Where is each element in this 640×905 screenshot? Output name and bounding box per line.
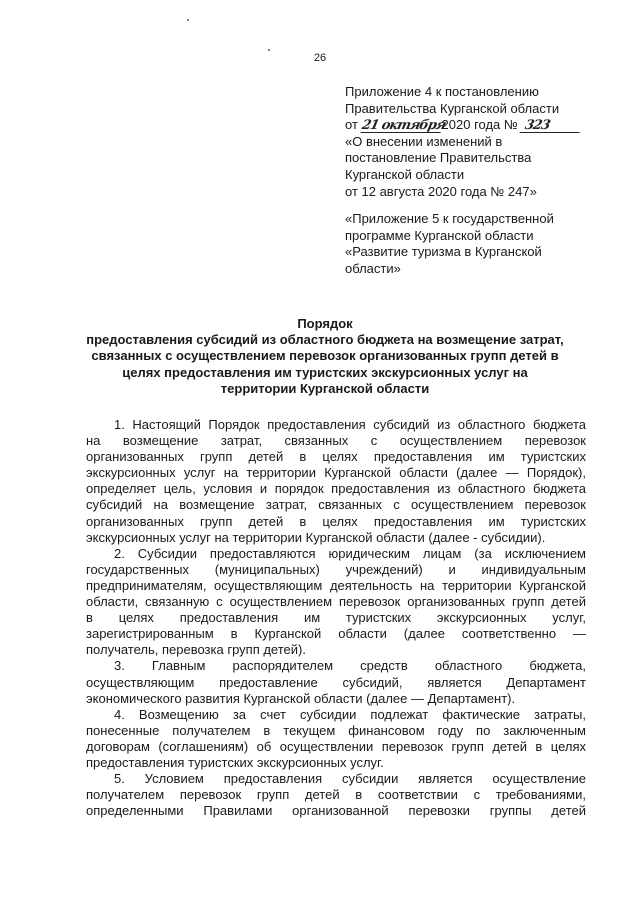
body-line: на возмещение затрат, связанных с осуществлением перевозок bbox=[86, 433, 586, 449]
body-line: получателем перевозок групп детей в соответствии с требованиями, bbox=[86, 787, 586, 803]
scan-speck bbox=[187, 19, 189, 21]
body-line: государственных (муниципальных) учреждений) и индивидуальным bbox=[86, 561, 586, 577]
annex-date-line bbox=[345, 117, 635, 134]
heading-line: территории Курганской области bbox=[220, 380, 430, 396]
body-line: экскурсионных услуг на территории Курганской области (далее — Порядок), bbox=[86, 465, 586, 481]
body-line: в целях предоставления им туристских экскурсионных услуг, bbox=[86, 610, 586, 626]
document-heading bbox=[60, 316, 590, 397]
annex-sub-line: области» bbox=[345, 260, 401, 276]
heading-line: целях предоставления им туристских экскурсионных услуг на bbox=[122, 364, 528, 380]
handwritten-number: 323 bbox=[520, 119, 583, 133]
annex-sub-line: программе Курганской области bbox=[345, 227, 534, 243]
annex-header-line: «О внесении изменений в bbox=[345, 133, 503, 149]
annex-header-line: постановление Правительства bbox=[345, 150, 532, 166]
body-line: понесенные получателем в текущем финансовом году по заключенным bbox=[86, 722, 586, 738]
body-line: осуществляющим предоставление субсидий, является Департамент bbox=[86, 674, 586, 690]
annex-sub-line: «Приложение 5 к государственной bbox=[345, 211, 554, 226]
body-line: 5. Условием предоставления субсидии является осуществление bbox=[114, 771, 586, 787]
body-line: экскурсионных услуг на территории Курганской области (далее - субсидии). bbox=[86, 529, 546, 545]
body-line: экономического развития Курганской области (далее — Департамент). bbox=[86, 690, 516, 706]
annex-header-line: Курганской области bbox=[345, 166, 465, 182]
body-line: договорам (соглашениям) об осуществлении перевозок групп детей в целях bbox=[86, 738, 586, 754]
scan-speck bbox=[268, 49, 270, 51]
annex-sub-line: «Развитие туризма в Курганской bbox=[345, 244, 542, 260]
body-line: предпринимателям, осуществляющим деятельность на территории Курганской bbox=[86, 577, 586, 593]
body-line: получатель, перевозка групп детей). bbox=[86, 642, 306, 658]
handwritten-date: 21 октября bbox=[360, 118, 447, 134]
body-line: определенными Правилами организованной перевозки группы детей bbox=[86, 803, 586, 819]
page-number: 26 bbox=[313, 52, 327, 64]
body-line: организованных групп детей в целях предоставления им туристских bbox=[86, 449, 586, 465]
body-line: зарегистрированным в Курганской области (далее соответственно — bbox=[86, 626, 586, 642]
body-line: 1. Настоящий Порядок предоставления субсидий из областного бюджета bbox=[114, 417, 586, 432]
body-line: области, связанную с осуществлением перевозок организованных групп детей bbox=[86, 594, 586, 610]
body-line: 2. Субсидии предоставляются юридическим лицам (за исключением bbox=[114, 545, 586, 561]
body-line: определяет цель, условия и порядок предоставления из областного бюджета bbox=[86, 481, 586, 497]
annex-subheader bbox=[345, 211, 635, 277]
heading-title: Порядок bbox=[297, 316, 353, 331]
annex-header bbox=[345, 84, 635, 200]
body-line: 3. Главным распорядителем средств областного бюджета, bbox=[114, 658, 586, 674]
body-line: предоставления туристских экскурсионных услуг. bbox=[86, 754, 384, 770]
body-line: субсидий на возмещение затрат, связанных с осуществлением перевозок bbox=[86, 497, 586, 513]
document-body bbox=[86, 417, 586, 819]
annex-header-line: Правительства Курганской области bbox=[345, 100, 560, 116]
annex-header-line: Приложение 4 к постановлению bbox=[345, 84, 539, 99]
date-suffix: 2020 года № bbox=[441, 117, 518, 133]
heading-line: предоставления субсидий из областного бюджета на возмещение затрат, bbox=[86, 332, 564, 348]
body-line: организованных групп детей в целях предоставления им туристских bbox=[86, 513, 586, 529]
body-line: 4. Возмещению за счет субсидии подлежат фактические затраты, bbox=[114, 706, 586, 722]
heading-line: связанных с осуществлением перевозок организованных групп детей в bbox=[91, 348, 559, 364]
date-prefix: от bbox=[345, 117, 358, 133]
annex-header-line: от 12 августа 2020 года № 247» bbox=[345, 183, 537, 199]
